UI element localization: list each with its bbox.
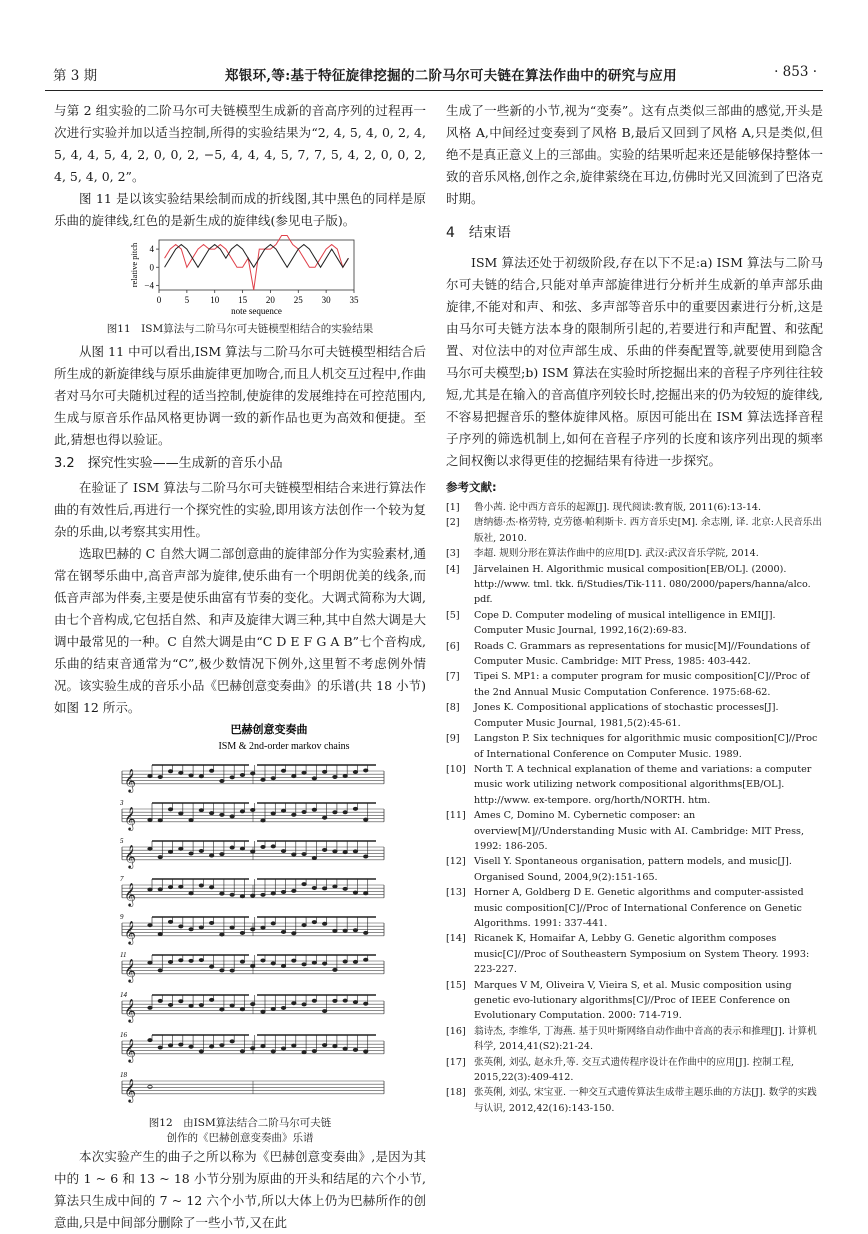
treble-clef-icon: 𝄞 [124, 843, 136, 868]
treble-clef-icon: 𝄞 [124, 881, 136, 906]
note-head [251, 1003, 255, 1006]
note-head [179, 1000, 183, 1003]
note-head [220, 779, 224, 782]
reference-item [446, 731, 823, 762]
note-head [343, 774, 347, 777]
reference-text: Järvelainen H. Algorithmic musical composition[EB/OL]. (2000). http://www. tml. tkk. fi/Studies/Tik-111. 080/2000/papers/hanna/alco. pdf. [474, 563, 811, 606]
reference-text: Ames C, Domino M. Cybernetic composer: an overview[M]//Understanding Music with AI. Cambridge: MIT Press, 1992: 186-205. [474, 810, 805, 852]
note-head [240, 931, 244, 934]
note-head [199, 775, 203, 778]
note-head [158, 1046, 162, 1049]
note-head [364, 892, 368, 895]
note-head [158, 819, 162, 822]
note-head [302, 852, 306, 855]
reference-item [446, 931, 823, 977]
note-head [209, 998, 213, 1001]
note-head [353, 850, 357, 853]
note-head [322, 848, 326, 851]
paragraph: 图 11 是以该实验结果绘制而成的折线图,其中黑色的同样是原乐曲的旋律线,红色的是新生成的旋律线(参见电子版)。 [54, 191, 426, 228]
reference-number: [2] [446, 517, 460, 529]
note-head [312, 886, 316, 889]
note-head [189, 928, 193, 931]
series-line-1 [165, 245, 349, 268]
note-head [261, 845, 265, 848]
measure-number: 3 [120, 799, 124, 807]
note-head [220, 853, 224, 856]
reference-number: [9] [446, 733, 460, 745]
note-head [209, 854, 213, 857]
reference-text: Visell Y. Spontaneous organisation, pattern models, and music[J]. Organised Sound, 2004,9(2):151-165. [474, 856, 792, 883]
note-head [364, 931, 368, 934]
note-head [189, 852, 193, 855]
measure-number: 11 [120, 951, 127, 959]
note-head [158, 888, 162, 891]
note-head [292, 1044, 296, 1047]
note-head [199, 926, 203, 929]
note-head [333, 775, 337, 778]
note-head [343, 929, 347, 932]
paragraph: 本次实验产生的曲子之所以称为《巴赫创意变奏曲》,是因为其中的 1 ~ 6 和 13 ~ 18 小节分别为原曲的开头和结尾的六个小节,算法只生成中间的 7 ~ 12 六个小节,所以大体上仍为巴赫所作的创意曲,只是中间部分删除了一些小节,又在此 [54, 1149, 426, 1230]
note-head [281, 890, 285, 893]
note-head [271, 1007, 275, 1010]
reference-number: [6] [446, 640, 460, 652]
note-head [189, 1004, 193, 1007]
reference-text: Jones K. Compositional applications of stochastic processes[J]. Computer Music Journal, 1981,5(2):45-61. [474, 702, 779, 729]
note-head [292, 959, 296, 962]
note-head [220, 969, 224, 972]
note-head [209, 769, 213, 772]
y-tick-label: 0 [149, 262, 154, 273]
note-head [168, 960, 172, 963]
x-tick-label: 30 [321, 295, 331, 305]
note-head [240, 1050, 244, 1053]
reference-number: [3] [446, 548, 460, 560]
note-head [281, 849, 285, 852]
note-head [179, 771, 183, 774]
reference-text: 唐纳德·杰·格劳特, 克劳德·帕利斯卡. 西方音乐史[M]. 余志刚, 译. 北京:人民音乐出版社, 2010. [474, 517, 822, 544]
reference-number: [18] [446, 1087, 466, 1099]
x-tick-label: 10 [210, 295, 220, 305]
note-head [158, 775, 162, 778]
note-head [230, 969, 234, 972]
note-head [312, 921, 316, 924]
treble-clef-icon: 𝄞 [124, 767, 136, 792]
reference-text: Ricanek K, Homaifar A, Lebby G. Genetic algorithm composes music[C]//Proc of Southeastern Symposium on System Theory. 1993: 223-227. [474, 933, 810, 976]
reference-number: [11] [446, 810, 466, 822]
note-head [343, 960, 347, 963]
note-head [261, 959, 265, 962]
note-head [179, 885, 183, 888]
note-head [281, 930, 285, 933]
note-head [199, 849, 203, 852]
note-head [230, 893, 234, 896]
note-head [271, 962, 275, 965]
reference-item [446, 639, 823, 670]
note-head [148, 818, 152, 821]
line-chart [54, 232, 426, 322]
reference-item [446, 562, 823, 608]
x-axis-label: note sequence [231, 306, 282, 316]
reference-number: [13] [446, 887, 466, 899]
figure-11-caption: 图11 ISM算法与二阶马尔可夫链模型相结合的实验结果 [106, 323, 374, 335]
note-head [199, 958, 203, 961]
section-heading-3-2: 3.2 探究性实验——生成新的音乐小品 [54, 456, 283, 471]
note-head [364, 769, 368, 772]
note-head [148, 888, 152, 891]
note-head [281, 1006, 285, 1009]
note-head [261, 926, 265, 929]
note-head [271, 845, 275, 848]
note-head [189, 1045, 193, 1048]
note-head [220, 1008, 224, 1011]
note-head [179, 959, 183, 962]
note-head [333, 885, 337, 888]
note-head [281, 964, 285, 967]
paragraph: 从图 11 中可以看出,ISM 算法与二阶马尔可夫链模型相结合后所生成的新旋律线与原乐曲旋律更加吻合,而且人机交互过程中,作曲者对马尔可夫随机过程的适当控制,使旋律的发展维持在可控范围内,生成与原音乐作品风格更协调一致的新作品也更为高效和便捷。至此,猜想也得以验证。 [54, 344, 426, 447]
note-head [302, 810, 306, 813]
reference-number: [1] [446, 502, 460, 513]
left-column [54, 100, 426, 1234]
measure-number: 5 [120, 837, 124, 845]
note-head [209, 886, 213, 889]
note-head [251, 850, 255, 853]
note-head [230, 926, 234, 929]
reference-item [446, 1085, 823, 1116]
note-head [322, 1009, 326, 1012]
note-head [189, 774, 193, 777]
note-head [333, 811, 337, 814]
paragraph: 在验证了 ISM 算法与二阶马尔可夫链模型相结合来进行算法作曲的有效性后,再进行一个探究性的实验,即用该方法创作一个较为复杂的乐曲,以考察其实用性。 [54, 480, 426, 539]
note-head [220, 933, 224, 936]
note-head [148, 924, 152, 927]
reference-number: [14] [446, 933, 466, 945]
paragraph: 与第 2 组实验的二阶马尔可夫链模型生成新的音高序列的过程再一次进行实验并加以适当控制,所得的实验结果为“2, 4, 5, 4, 0, 2, 4, 5, 4, 4, 5, 4, 2, 0, 0, 2, −5, 4, 4, 4, 5, 7, 7, 5, 4, 2, 0, 0, 2, 4, 5, 4, 0, 2”。 [54, 103, 426, 184]
note-head [364, 958, 368, 961]
note-head [322, 770, 326, 773]
note-head [343, 1047, 347, 1050]
note-head [189, 959, 193, 962]
note-head [343, 887, 347, 890]
reference-item [446, 808, 823, 854]
note-head [281, 809, 285, 812]
reference-number: [10] [446, 763, 466, 775]
running-header [45, 60, 823, 86]
reference-item [446, 546, 823, 561]
figure-12-caption-line2: 创作的《巴赫创意变奏曲》乐谱 [166, 1132, 314, 1144]
figure-12-score [54, 719, 426, 1116]
treble-clef-icon: 𝄞 [124, 1037, 136, 1062]
note-head [343, 851, 347, 854]
note-head [302, 883, 306, 886]
reference-text: North T. A technical explanation of theme and variations: a computer music work utilizing network compositional algorithms[EB/OL]. http://www. ex-tempore. org/horth/NORTH. htm. [474, 763, 812, 806]
reference-text: 张英俐, 刘弘, 宋宝亚. 一种交互式遗传算法生成带主题乐曲的方法[J]. 数学的实践与认识, 2012,42(16):143-150. [474, 1087, 817, 1114]
treble-clef-icon: 𝄞 [124, 997, 136, 1022]
note-head [322, 1044, 326, 1047]
note-head [353, 960, 357, 963]
note-head [199, 884, 203, 887]
note-head [322, 816, 326, 819]
score-title: 巴赫创意变奏曲 [230, 724, 308, 736]
note-head [292, 775, 296, 778]
note-head [230, 815, 234, 818]
reference-item [446, 854, 823, 885]
reference-text: 鲁小茜. 论中西方音乐的起源[J]. 现代阅读:教育版, 2011(6):13-14. [474, 502, 762, 513]
note-head [251, 928, 255, 931]
reference-number: [17] [446, 1056, 466, 1068]
note-head [364, 1002, 368, 1005]
reference-number: [5] [446, 609, 460, 621]
note-head [199, 809, 203, 812]
note-head [353, 891, 357, 894]
measure-number: 16 [120, 1031, 127, 1039]
note-head [240, 810, 244, 813]
note-head [209, 921, 213, 924]
note-head [168, 850, 172, 853]
note-head [168, 1003, 172, 1006]
note-head [148, 1039, 152, 1042]
note-head [333, 999, 337, 1002]
note-head [322, 922, 326, 925]
note-head [271, 892, 275, 895]
note-head [220, 892, 224, 895]
note-head [261, 1045, 265, 1048]
note-head [353, 770, 357, 773]
note-head [302, 924, 306, 927]
note-head [199, 1004, 203, 1007]
measure-number: 7 [120, 875, 124, 883]
note-head [312, 961, 316, 964]
note-head [168, 808, 172, 811]
note-head [302, 1051, 306, 1054]
note-head [261, 893, 265, 896]
note-head [322, 887, 326, 890]
note-head [292, 889, 296, 892]
reference-text: 李超. 规则分形在算法作曲中的应用[D]. 武汉:武汉音乐学院, 2014. [474, 548, 759, 560]
note-head [179, 847, 183, 850]
note-head [302, 963, 306, 966]
y-axis-label: relative pitch [129, 242, 139, 288]
note-head [220, 813, 224, 816]
note-head [333, 850, 337, 853]
note-head [240, 960, 244, 963]
note-head [189, 818, 193, 821]
note-head [158, 856, 162, 859]
note-head [343, 811, 347, 814]
note-head [148, 1006, 152, 1009]
reference-list [446, 500, 823, 1116]
reference-item [446, 978, 823, 1024]
right-column [446, 100, 823, 1116]
note-head [251, 808, 255, 811]
note-head [230, 776, 234, 779]
note-head [353, 1048, 357, 1051]
reference-item [446, 1024, 823, 1055]
reference-number: [16] [446, 1025, 466, 1037]
note-head [209, 965, 213, 968]
measure-number: 9 [120, 913, 124, 921]
note-head [322, 962, 326, 965]
note-head [230, 1004, 234, 1007]
reference-item [446, 669, 823, 700]
reference-item [446, 700, 823, 731]
note-head [364, 855, 368, 858]
note-head [292, 853, 296, 856]
treble-clef-icon: 𝄞 [124, 919, 136, 944]
note-head [168, 886, 172, 889]
page-number: · 853 · [774, 64, 817, 80]
note-head [271, 922, 275, 925]
treble-clef-icon: 𝄞 [124, 957, 136, 982]
note-head [230, 846, 234, 849]
note-head [353, 1001, 357, 1004]
reference-item [446, 500, 823, 515]
reference-item [446, 762, 823, 808]
measure-number: 14 [120, 991, 127, 999]
x-tick-label: 35 [349, 295, 359, 305]
note-head [271, 812, 275, 815]
note-head [353, 929, 357, 932]
note-head [148, 961, 152, 964]
note-head [148, 1085, 152, 1088]
paragraph: 生成了一些新的小节,视为“变奏”。这有点类似三部曲的感觉,开头是风格 A,中间经过变奏到了风格 B,最后又回到了风格 A,只是类似,但绝不是真正意义上的三部曲。实验的结果听起来还是能够保持整体一致的音乐风格,创作之余,旋律萦绕在耳边,仿佛时光又回流到了巴洛克时期。 [446, 103, 823, 206]
reference-number: [7] [446, 671, 460, 683]
paragraph: 选取巴赫的 C 自然大调二部创意曲的旋律部分作为实验素材,通常在钢琴乐曲中,高音声部为旋律,使乐曲有一个明朗优美的线条,而低音声部为伴奏,主要是使乐曲富有节奏的变化。大调式简称为大调,由七个音构成,它包括自然、和声及旋律大调三种,其中自然大调是大调中最常见的一种。C 自然大调是由“C D E F G A B”七个音构成,乐曲的结束音通常为“C”,极少数情况下例外,这里暂不考虑例外情况。该实验生成的音乐小品《巴赫创意变奏曲》的乐谱(共 18 小节)如图 12 所示。 [54, 546, 426, 715]
x-tick-label: 5 [184, 295, 190, 305]
note-head [251, 894, 255, 897]
note-head [230, 1040, 234, 1043]
section-heading-4: 4 结束语 [446, 225, 511, 241]
issue-number: 第 3 期 [53, 68, 98, 84]
note-head [209, 1045, 213, 1048]
note-head [251, 772, 255, 775]
note-head [312, 856, 316, 859]
reference-number: [12] [446, 856, 466, 868]
note-head [189, 892, 193, 895]
reference-number: [15] [446, 979, 466, 991]
note-head [353, 807, 357, 810]
paragraph: ISM 算法还处于初级阶段,存在以下不足:a) ISM 算法与二阶马尔可夫链的结合,只能对单声部旋律进行分析并生成新的单声部乐曲旋律,不能对和声、和弦、多声部等音乐中的重要因素进行分析,这是由马尔可夫链方法本身的限制所引起的,若要进行和声配置、和弦配置、对位法中的对位声部生成、乐曲的伴奏配置等,就要使用到隐含马尔可夫模型;b) ISM 算法在实验时所挖掘出来的音程子序列往往较短,尤其是在输入的音高值序列较长时,挖掘出来的仍为较短的旋律线,不容易把握音乐的整体旋律风格。原因可能出在 ISM 算法选择音程子序列的筛选机制上,如何在音程子序列的长度和该序列出现的频率之间权衡以求得更佳的挖掘结果有待进一步探究。 [446, 255, 823, 468]
reference-item [446, 885, 823, 931]
note-head [333, 1045, 337, 1048]
reference-number: [8] [446, 702, 460, 714]
note-head [240, 847, 244, 850]
note-head [158, 969, 162, 972]
reference-item [446, 1055, 823, 1086]
note-head [158, 999, 162, 1002]
reference-text: Cope D. Computer modeling of musical intelligence in EMI[J]. Computer Music Journal, 1992,16(2):69-83. [474, 609, 776, 637]
note-head [199, 1050, 203, 1053]
note-head [261, 778, 265, 781]
reference-item [446, 515, 823, 546]
note-head [261, 1010, 265, 1013]
header-rule [45, 90, 823, 91]
note-head [179, 812, 183, 815]
reference-text: 张英俐, 刘弘, 赵永升,等. 交互式遗传程序设计在作曲中的应用[J]. 控制工程, 2015,22(3):409-412. [474, 1056, 795, 1084]
note-head [240, 895, 244, 898]
figure-11-chart [54, 232, 426, 322]
note-head [261, 819, 265, 822]
note-head [312, 1050, 316, 1053]
note-head [312, 808, 316, 811]
note-head [302, 771, 306, 774]
note-head [220, 1044, 224, 1047]
note-head [168, 1044, 172, 1047]
note-head [343, 999, 347, 1002]
note-head [292, 932, 296, 935]
note-head [364, 818, 368, 821]
x-tick-label: 25 [293, 295, 303, 305]
note-head [148, 847, 152, 850]
note-head [333, 929, 337, 932]
note-head [312, 999, 316, 1002]
note-head [333, 968, 337, 971]
note-head [240, 1008, 244, 1011]
reference-text: Tipei S. MP1: a computer program for music composition[C]//Proc of the 2nd Annual Music Computation Conference. 1975:68-62. [474, 671, 810, 698]
note-head [168, 770, 172, 773]
x-tick-label: 15 [238, 295, 248, 305]
figure-12-caption-line1: 图12 由ISM算法结合二阶马尔可夫链 [148, 1117, 332, 1129]
note-head [168, 920, 172, 923]
measure-number: 18 [120, 1071, 127, 1079]
note-head [158, 932, 162, 935]
reference-text: Marques V M, Oliveira V, Vieira S, et al. Music composition using genetic evo-lutionary algorithms[C]//Proc of IEEE Conference on Evolutionary Computation. 2000: 714-719. [474, 979, 792, 1022]
treble-clef-icon: 𝄞 [124, 1077, 136, 1102]
note-head [292, 813, 296, 816]
reference-text: Langston P. Six techniques for algorithmic music composition[C]//Proc of International Conference on Computer Music. 1989. [474, 733, 818, 760]
note-head [179, 1043, 183, 1046]
y-tick-label: 4 [149, 244, 154, 255]
treble-clef-icon: 𝄞 [124, 805, 136, 830]
y-tick-label: −4 [144, 280, 154, 291]
reference-number: [4] [446, 563, 460, 575]
note-head [302, 1003, 306, 1006]
note-head [240, 773, 244, 776]
reference-text: 翁诗杰, 李维华, 丁海燕. 基于贝叶斯网络自动作曲中音高的表示和推理[J]. 计算机科学, 2014,41(S2):21-24. [474, 1025, 817, 1053]
reference-text: Horner A, Goldberg D E. Genetic algorithms and computer-assisted music composition[C]//Proc of International Conference on Genetic Algorithms. 1991: 337-441. [474, 887, 804, 929]
note-head [251, 1047, 255, 1050]
note-head [148, 774, 152, 777]
note-head [271, 1050, 275, 1053]
references-heading: 参考文献: [446, 480, 497, 494]
x-tick-label: 20 [265, 295, 275, 305]
reference-item [446, 608, 823, 639]
note-head [281, 1047, 285, 1050]
note-head [364, 1050, 368, 1053]
note-head [312, 777, 316, 780]
note-head [179, 925, 183, 928]
reference-text: Roads C. Grammars as representations for music[M]//Foundations of Computer Music. Cambridge: MIT Press, 1985: 403-442. [474, 640, 810, 668]
note-head [251, 965, 255, 968]
note-head [209, 812, 213, 815]
note-head [271, 777, 275, 780]
x-tick-label: 0 [156, 295, 162, 305]
score-subtitle: ISM & 2nd-order markov chains [218, 741, 350, 752]
running-title: 郑银环,等:基于特征旋律挖掘的二阶马尔可夫链在算法作曲中的研究与应用 [225, 68, 677, 84]
music-score [54, 719, 426, 1109]
note-head [292, 1002, 296, 1005]
note-head [281, 769, 285, 772]
